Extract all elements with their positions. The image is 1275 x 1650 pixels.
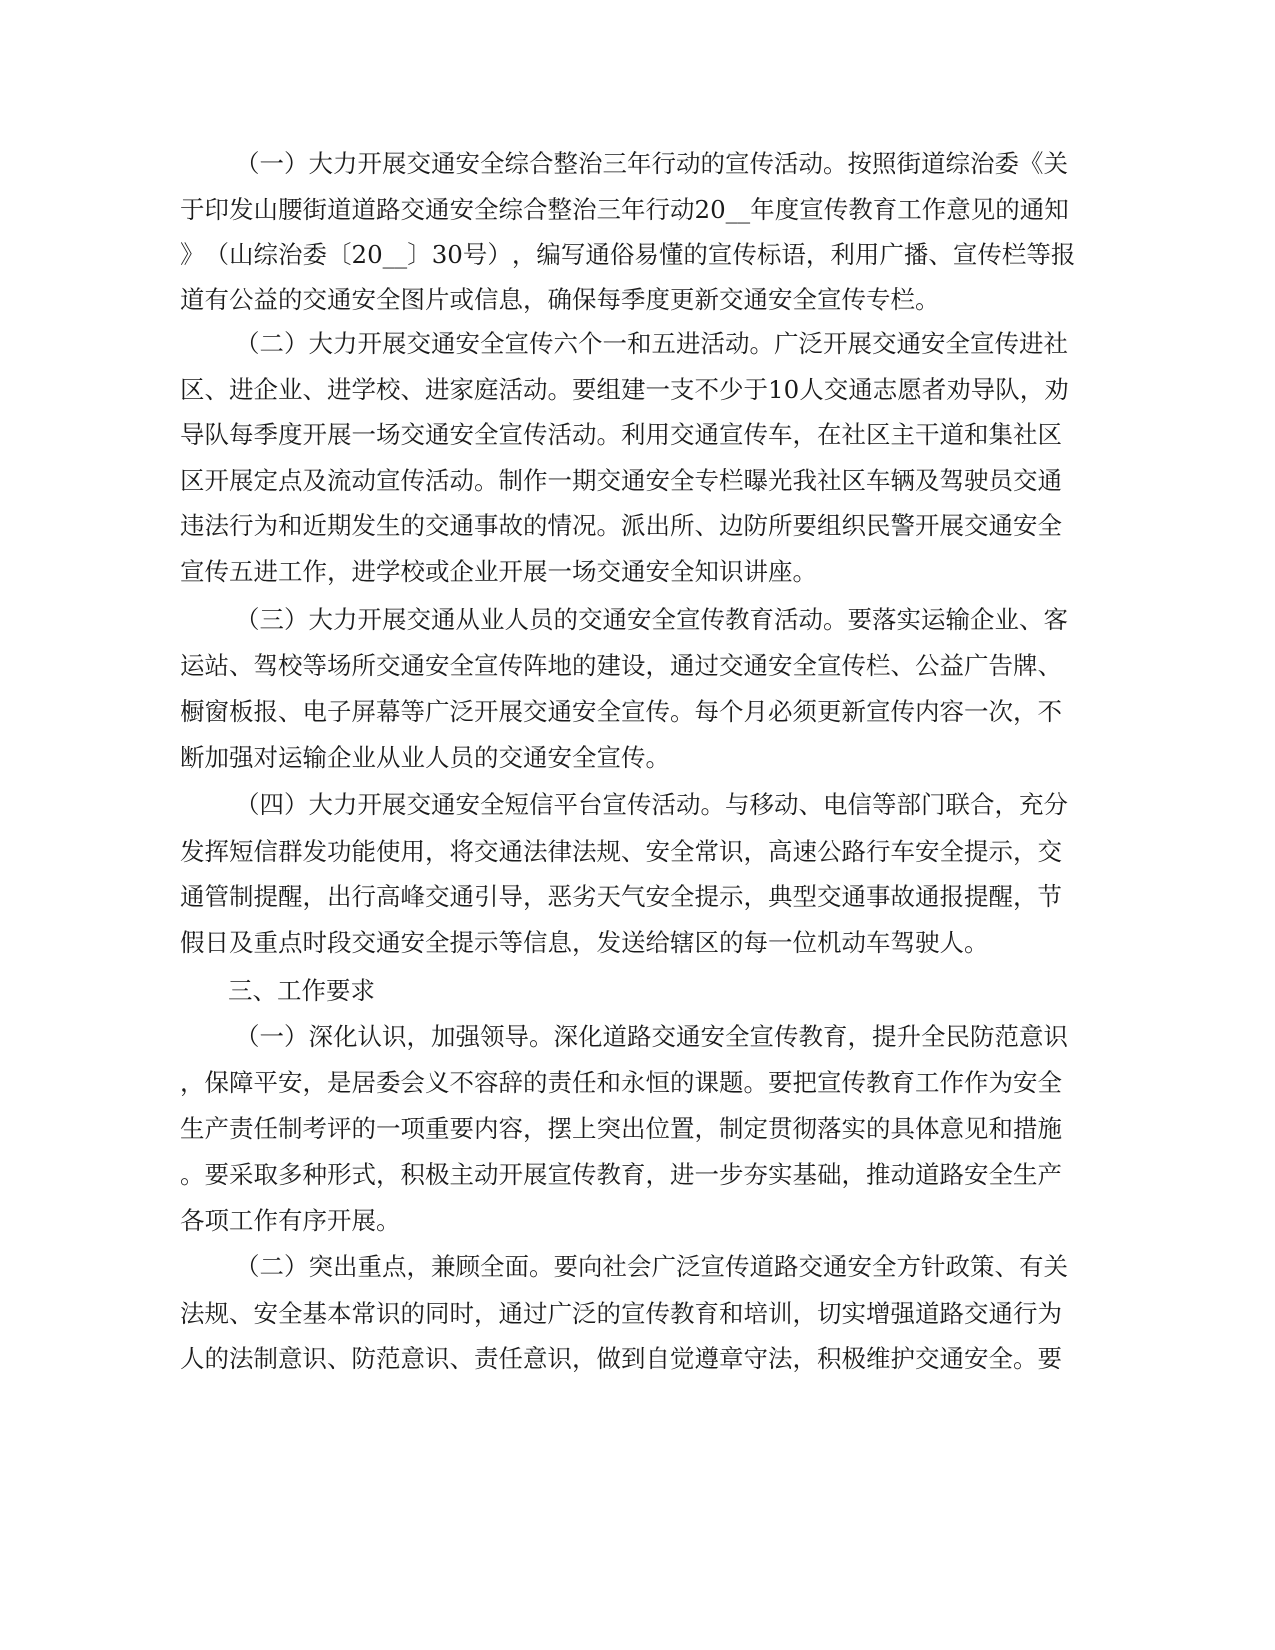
para-1-line: （ 一 ） 大 力 开 展 交 通 安 全 综 合 整 治 三 年 行 动 的 宣 传 活 动 。 按 照 街 道 综 治 委 《 关 (235, 149, 1068, 178)
para-1-line: 道有公益的交通安全图片或信息，确保每季度更新交通安全宣传专栏。 (180, 285, 940, 314)
para-3-line: 橱 窗 板 报 、 电 子 屏 幕 等 广 泛 开 展 交 通 安 全 宣 传 。 每 个 月 必 须 更 新 宣 传 内 容 一 次 ， 不 (180, 697, 1062, 726)
para-2-line: 违 法 行 为 和 近 期 发 生 的 交 通 事 故 的 情 况 。 派 出 所 、 边 防 所 要 组 织 民 警 开 展 交 通 安 全 (180, 511, 1062, 540)
section-heading-line: 三、工作要求 (228, 976, 375, 1005)
para-5-line: 各项工作有序开展。 (180, 1206, 401, 1235)
para-2-line: 宣传五进工作，进学校或企业开展一场交通安全知识讲座。 (180, 557, 817, 586)
para-3-line: 断加强对运输企业从业人员的交通安全宣传。 (180, 743, 670, 772)
para-4-line: 假日及重点时段交通安全提示等信息，发送给辖区的每一位机动车驾驶人。 (180, 928, 989, 957)
para-3-line: （ 三 ） 大 力 开 展 交 通 从 业 人 员 的 交 通 安 全 宣 传 教 育 活 动 。 要 落 实 运 输 企 业 、 客 (235, 605, 1068, 634)
para-2-line: 区 、 进 企 业 、 进 学 校 、 进 家 庭 活 动 。 要 组 建 一 支 不 少 于 10 人 交 通 志 愿 者 劝 导 队 ， 劝 (180, 375, 1069, 404)
para-5-line: 。 要 采 取 多 种 形 式 ， 积 极 主 动 开 展 宣 传 教 育 ， 进 一 步 夯 实 基 础 ， 推 动 道 路 安 全 生 产 (180, 1160, 1062, 1189)
para-5-line: （ 一 ） 深 化 认 识 ， 加 强 领 导 。 深 化 道 路 交 通 安 全 宣 传 教 育 ， 提 升 全 民 防 范 意 识 (235, 1022, 1068, 1051)
para-2-line: 区 开 展 定 点 及 流 动 宣 传 活 动 。 制 作 一 期 交 通 安 全 专 栏 曝 光 我 社 区 车 辆 及 驾 驶 员 交 通 (180, 466, 1062, 495)
para-6-line: （ 二 ） 突 出 重 点 ， 兼 顾 全 面 。 要 向 社 会 广 泛 宣 传 道 路 交 通 安 全 方 针 政 策 、 有 关 (235, 1252, 1068, 1281)
para-5-line: 生 产 责 任 制 考 评 的 一 项 重 要 内 容 ， 摆 上 突 出 位 置 ， 制 定 贯 彻 落 实 的 具 体 意 见 和 措 施 (180, 1114, 1062, 1143)
para-1-line: 于 印 发 山 腰 街 道 道 路 交 通 安 全 综 合 整 治 三 年 行 动 20__ 年 度 宣 传 教 育 工 作 意 见 的 通 知 (180, 195, 1069, 224)
para-6-line: 人 的 法 制 意 识 、 防 范 意 识 、 责 任 意 识 ， 做 到 自 觉 遵 章 守 法 ， 积 极 维 护 交 通 安 全 。 要 (180, 1344, 1062, 1373)
para-4-line: 发 挥 短 信 群 发 功 能 使 用 ， 将 交 通 法 律 法 规 、 安 全 常 识 ， 高 速 公 路 行 车 安 全 提 示 ， 交 (180, 837, 1062, 866)
para-5-line: ， 保 障 平 安 ， 是 居 委 会 义 不 容 辞 的 责 任 和 永 恒 的 课 题 。 要 把 宣 传 教 育 工 作 作 为 安 全 (180, 1068, 1062, 1097)
para-2-line: 导 队 每 季 度 开 展 一 场 交 通 安 全 宣 传 活 动 。 利 用 交 通 宣 传 车 ， 在 社 区 主 干 道 和 集 社 区 (180, 420, 1062, 449)
para-4-line: 通 管 制 提 醒 ， 出 行 高 峰 交 通 引 导 ， 恶 劣 天 气 安 全 提 示 ， 典 型 交 通 事 故 通 报 提 醒 ， 节 (180, 882, 1062, 911)
para-3-line: 运 站 、 驾 校 等 场 所 交 通 安 全 宣 传 阵 地 的 建 设 ， 通 过 交 通 安 全 宣 传 栏 、 公 益 广 告 牌 、 (180, 651, 1062, 680)
para-4-line: （ 四 ） 大 力 开 展 交 通 安 全 短 信 平 台 宣 传 活 动 。 与 移 动 、 电 信 等 部 门 联 合 ， 充 分 (235, 790, 1068, 819)
para-2-line: （ 二 ） 大 力 开 展 交 通 安 全 宣 传 六 个 一 和 五 进 活 动 。 广 泛 开 展 交 通 安 全 宣 传 进 社 (235, 329, 1068, 358)
para-1-line: 》 （ 山 综 治 委 〔 20__ 〕 30 号 ） ， 编 写 通 俗 易 懂 的 宣 传 标 语 ， 利 用 广 播 、 宣 传 栏 等 报 (180, 240, 1076, 269)
para-6-line: 法 规 、 安 全 基 本 常 识 的 同 时 ， 通 过 广 泛 的 宣 传 教 育 和 培 训 ， 切 实 增 强 道 路 交 通 行 为 (180, 1299, 1062, 1328)
